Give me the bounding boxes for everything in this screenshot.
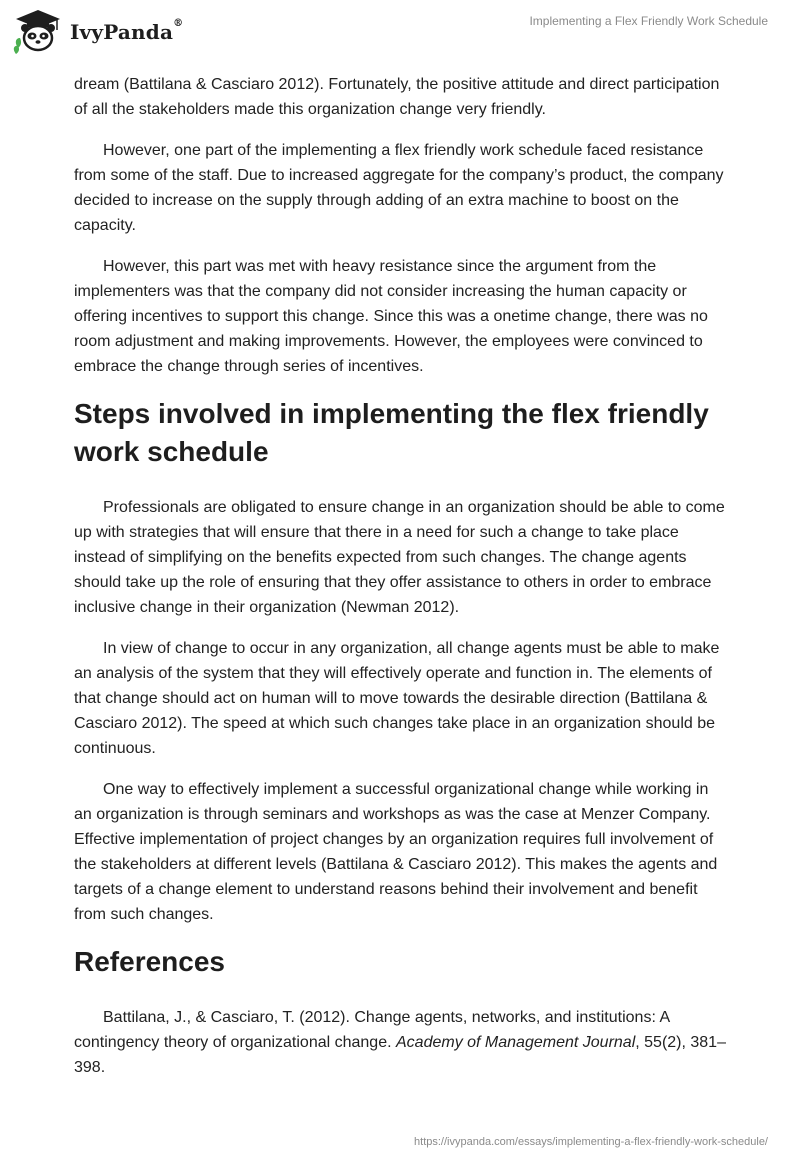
reference-authors-title: Battilana, J., & Casciaro, T. (2012). Change agents, networks, and institutions: A contingency theory of organizational change. bbox=[74, 1009, 670, 1051]
section-heading: Steps involved in implementing the flex friendly work schedule bbox=[74, 398, 709, 467]
document-title: Implementing a Flex Friendly Work Schedule bbox=[529, 14, 768, 28]
references-heading: References bbox=[74, 946, 225, 977]
reference-journal: Academy of Management Journal bbox=[396, 1034, 636, 1051]
essay-content bbox=[74, 72, 730, 1096]
paragraph: However, one part of the implementing a flex friendly work schedule faced resistance from some of the staff. Due to increased aggregate for the company’s product, the company decided to increase on the supply through adding of an extra machine to boost on the capacity. bbox=[74, 142, 724, 234]
paragraph: One way to effectively implement a successful organizational change while working in an organization is through seminars and workshops as was the case at Menzer Company. Effective implementation of project changes by an organization requires full involvement of the stakeholders at different levels (Battilana & Casciaro 2012). This makes the agents and targets of a change element to understand reasons behind their involvement and benefit from such changes. bbox=[74, 781, 718, 923]
source-url[interactable]: https://ivypanda.com/essays/implementing-a-flex-friendly-work-schedule/ bbox=[414, 1136, 768, 1148]
reference-entry bbox=[74, 1005, 730, 1080]
paragraph: In view of change to occur in any organization, all change agents must be able to make an analysis of the system that they will effectively operate and function in. The elements of that change should act on human will to move towards the desirable direction (Battilana & Casciaro 2012). The speed at which such changes take place in an organization should be continuous. bbox=[74, 640, 720, 757]
paragraph: dream (Battilana & Casciaro 2012). Fortunately, the positive attitude and direct participation of all the stakeholders made this organization change very friendly. bbox=[74, 76, 720, 118]
reference-volume-pages: , 55(2), 381–398. bbox=[74, 1034, 726, 1076]
registered-mark: ® bbox=[173, 18, 184, 29]
ivypanda-logo[interactable] bbox=[12, 8, 183, 56]
paragraph: However, this part was met with heavy resistance since the argument from the implementers was that the company did not consider increasing the human capacity or offering incentives to support this change. Since this was a onetime change, there was no room adjustment and making improvements. However, the employees were convinced to embrace the change through series of incentives. bbox=[74, 258, 708, 375]
brand-name: IvyPanda® bbox=[70, 18, 184, 44]
page-header bbox=[0, 0, 800, 72]
paragraph: Professionals are obligated to ensure change in an organization should be able to come up with strategies that will ensure that there in a need for such a change to take place instead of simplifying on the benefits expected from such changes. The change agents should take up the role of ensuring that they offer assistance to others in order to embrace inclusive change in their organization (Newman 2012). bbox=[74, 499, 725, 616]
panda-graduate-icon bbox=[12, 8, 64, 56]
